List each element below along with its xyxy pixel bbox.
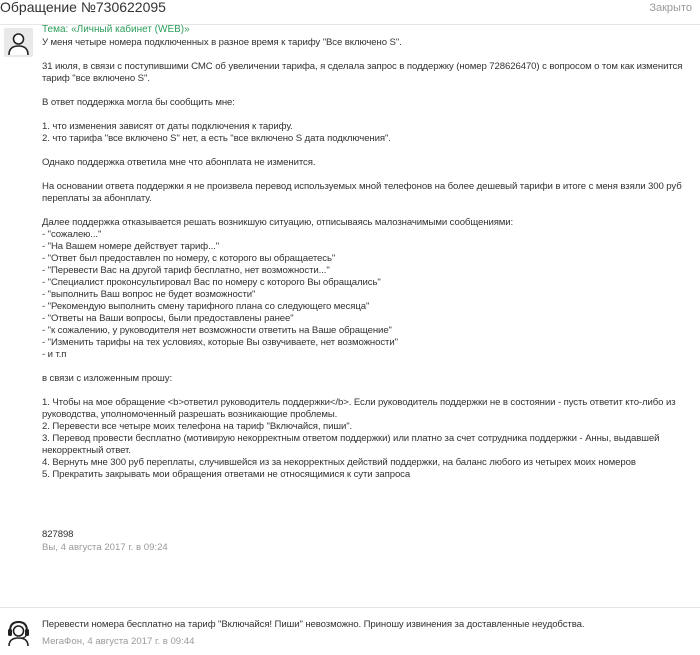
message-line (42, 145, 694, 157)
user-message-body (42, 24, 694, 554)
support-operator-icon (4, 618, 33, 647)
message-line: некорректный ответ. (42, 445, 131, 456)
message-line: - "к сожалению, у руководителя нет возможности ответить на Ваше обращение" (42, 325, 392, 336)
message-line: На основании ответа поддержки я не произвела перевод используемых мной телефонов на более дешевый тарифи в итоге с меня взяли 300 руб (42, 181, 682, 192)
message-divider (0, 607, 700, 608)
message-line: 1. что изменения зависят от даты подключения к тарифу. (42, 121, 293, 132)
user-silhouette-icon (4, 28, 33, 57)
message-line: 2. Перевести все четыре моих телефона на тариф "Включайся, пиши". (42, 421, 353, 432)
support-avatar (4, 618, 33, 647)
message-line: Далее поддержка отказывается решать возникшую ситуацию, отписываясь малозначимыми сообщениями: (42, 217, 514, 228)
message-line: 1. Чтобы на мое обращение <b>ответил руководитель поддержки</b>. Если руководитель поддержки не в состоянии - пусть ответит кто-либо из (42, 397, 676, 408)
message-line: переплаты за абонплату. (42, 193, 152, 204)
ticket-header (0, 0, 700, 22)
message-line: - "Рекомендую выполнить смену тарифного плана со следующего месяца" (42, 301, 370, 312)
message-line (42, 481, 694, 493)
support-message-meta: МегаФон, 4 августа 2017 г. в 09:44 (42, 636, 195, 647)
user-avatar (4, 28, 33, 57)
message-line: 3. Перевод провести бесплатно (мотивирую некорректным ответом поддержки) или платно за счет сотрудника поддержки - Анны, выдавшей (42, 433, 660, 444)
support-message-text (42, 619, 694, 631)
user-message-text (42, 37, 694, 541)
message-line: - "Ответы на Ваши вопросы, были предоставлены ранее" (42, 313, 294, 324)
message-line (42, 85, 694, 97)
message-line: - "Ответ был предоставлен по номеру, с которого вы обращаетесь" (42, 253, 336, 264)
message-line (42, 517, 694, 529)
message-line (42, 493, 694, 505)
message-line: - "Специалист проконсультировал Вас по номеру с которого Вы обращались" (42, 277, 381, 288)
message-line: - "Перевести Вас на другой тариф бесплатно, нет возможности..." (42, 265, 330, 276)
message-topic: Тема: «Личный кабинет (WEB)» (42, 24, 190, 35)
message-line: в связи с изложенным прошу: (42, 373, 173, 384)
message-line (42, 49, 694, 61)
message-line (42, 385, 694, 397)
message-line (42, 169, 694, 181)
message-line: У меня четыре номера подключенных в разное время к тарифу "Все включено S". (42, 37, 402, 48)
message-line: 5. Прекратить закрывать мои обращения ответами не относящимися к сути запроса (42, 469, 411, 480)
message-line: Однако поддержка ответила мне что абонплата не изменится. (42, 157, 316, 168)
message-line: - "Изменить тарифы на тех условиях, которые Вы озвучиваете, нет возможности" (42, 337, 398, 348)
support-message-body (42, 619, 694, 648)
ticket-title: Обращение №730622095 (0, 0, 166, 15)
message-line (42, 109, 694, 121)
user-message-meta: Вы, 4 августа 2017 г. в 09:24 (42, 542, 168, 553)
message-line: - "выполнить Ваш вопрос не будет возможности" (42, 289, 256, 300)
message-line: - и т.п (42, 349, 67, 360)
message-line (42, 505, 694, 517)
message-line: - "На Вашем номере действует тариф..." (42, 241, 220, 252)
message-line: 2. что тарифа "все включено S" нет, а есть "все включено S дата подключения". (42, 133, 391, 144)
ticket-status: Закрыто (649, 2, 692, 14)
message-line (42, 205, 694, 217)
message-line: Перевести номера бесплатно на тариф "Включайся! Пиши" невозможно. Приношу извинения за доставленные неудобства. (42, 619, 585, 630)
message-line: 31 июля, в связи с поступившими СМС об увеличении тарифа, я сделала запрос в поддержку (номер 728626470) с вопросом о том как изменится (42, 61, 683, 72)
message-line: - "сожалею..." (42, 229, 102, 240)
message-line: 4. Вернуть мне 300 руб переплаты, случившейся из за некорректных действий поддержки, на баланс любого из четырех моих номеров (42, 457, 636, 468)
message-line: тариф "все включено S". (42, 73, 150, 84)
message-line: 827898 (42, 529, 74, 540)
message-line (42, 361, 694, 373)
message-line: В ответ поддержка могла бы сообщить мне: (42, 97, 235, 108)
message-line: руководства, уполномоченный разрешать возникающие проблемы. (42, 409, 338, 420)
